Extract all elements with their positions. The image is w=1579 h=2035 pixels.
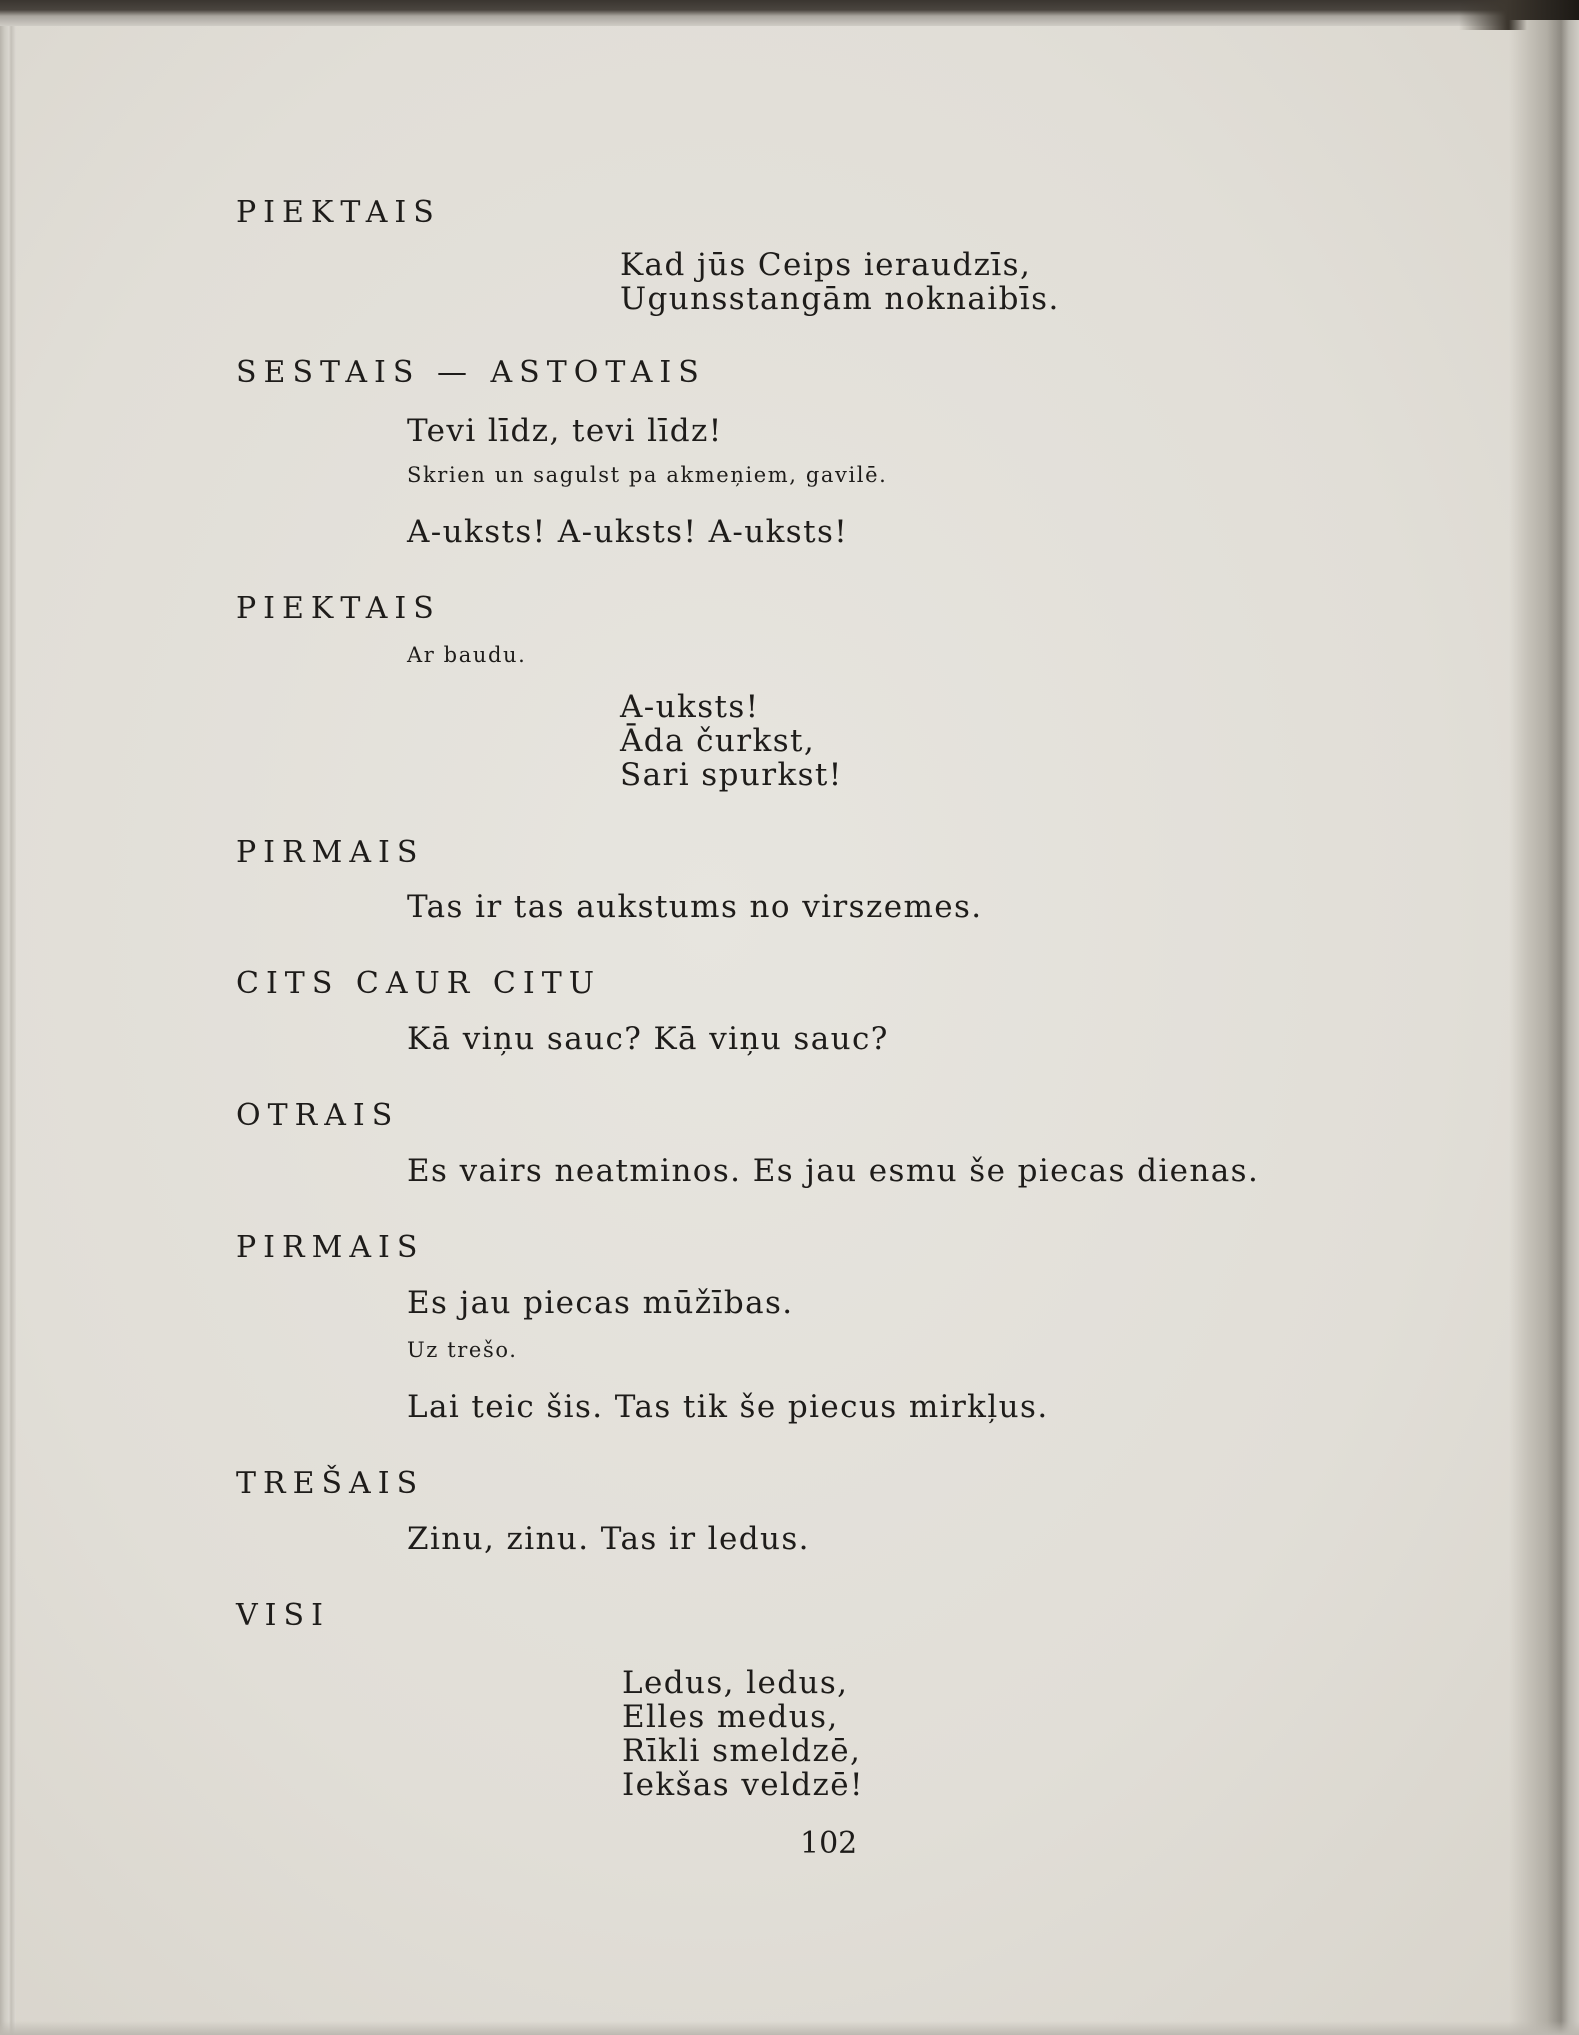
dialogue-line: A-uksts! A-uksts! A-uksts! xyxy=(407,514,849,550)
verse-line: Ledus, ledus, xyxy=(622,1665,849,1701)
dialogue-line: Kā viņu sauc? Kā viņu sauc? xyxy=(407,1021,889,1057)
stage-direction: Skrien un sagulst pa akmeņiem, gavilē. xyxy=(407,463,888,487)
dialogue-line: Lai teic šis. Tas tik še piecus mirkļus. xyxy=(407,1389,1049,1425)
speaker-name: SESTAIS — ASTOTAIS xyxy=(236,355,706,390)
dialogue-line: Es jau piecas mūžības. xyxy=(407,1285,794,1321)
stage-direction: Uz trešo. xyxy=(407,1338,518,1362)
verse-line: Rīkli smeldzē, xyxy=(622,1733,862,1769)
speaker-name: PIRMAIS xyxy=(236,835,425,870)
dialogue-line: Tas ir tas aukstums no virszemes. xyxy=(407,889,983,925)
speaker-name: VISI xyxy=(236,1598,330,1633)
verse-line: A-uksts! xyxy=(620,689,760,725)
speaker-name: OTRAIS xyxy=(236,1098,400,1133)
verse-line: Kad jūs Ceips ieraudzīs, xyxy=(620,247,1032,283)
page-number: 102 xyxy=(800,1826,858,1861)
speaker-name: TREŠAIS xyxy=(236,1466,425,1501)
page-bottom-edge xyxy=(0,2021,1579,2035)
speaker-name: CITS CAUR CITU xyxy=(236,966,602,1001)
verse-line: Āda čurkst, xyxy=(620,723,816,759)
verse-line: Elles medus, xyxy=(622,1699,839,1735)
speaker-name: PIEKTAIS xyxy=(236,591,441,626)
speaker-name: PIRMAIS xyxy=(236,1230,425,1265)
dialogue-line: Zinu, zinu. Tas ir ledus. xyxy=(407,1521,810,1557)
dialogue-line: Tevi līdz, tevi līdz! xyxy=(407,413,723,449)
page-right-gutter xyxy=(1509,20,1579,2035)
stage-direction: Ar baudu. xyxy=(407,643,527,667)
verse-line: Ugunsstangām noknaibīs. xyxy=(620,281,1060,317)
speaker-name: PIEKTAIS xyxy=(236,195,441,230)
verse-line: Sari spurkst! xyxy=(620,757,843,793)
dialogue-line: Es vairs neatminos. Es jau esmu še piecas dienas. xyxy=(407,1153,1260,1189)
verse-line: Iekšas veldzē! xyxy=(622,1767,864,1803)
page-left-edge xyxy=(0,26,16,2035)
page-top-edge xyxy=(0,0,1579,26)
